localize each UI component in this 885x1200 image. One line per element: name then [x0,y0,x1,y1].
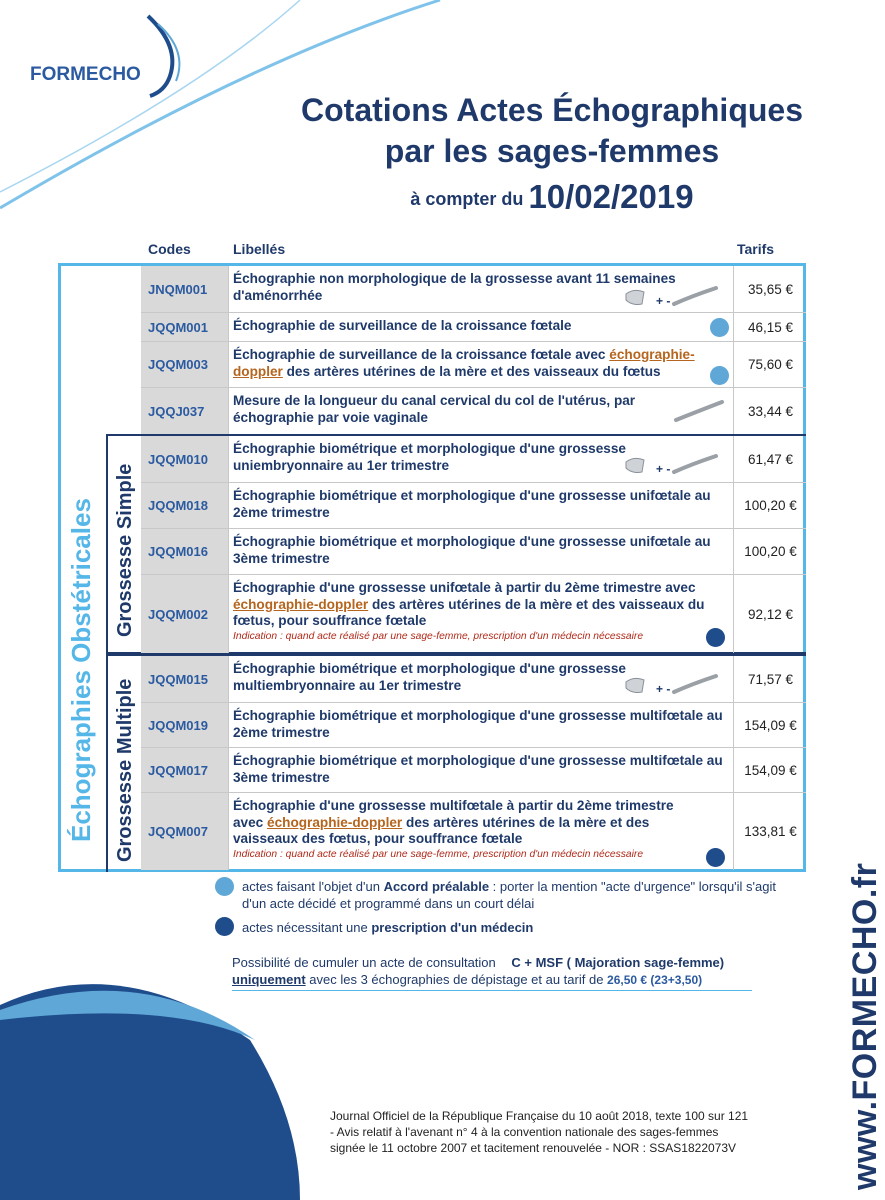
section-label-simple: Grossesse Simple [114,463,136,637]
cumul-line1 [232,954,792,971]
act-tarif: 75,60 € [733,342,807,387]
act-code: JQQM002 [141,575,228,653]
act-label [228,575,733,653]
section-label-multiple: Grossesse Multiple [114,678,136,862]
act-code: JQQM016 [141,529,228,574]
legend-accord-prealable [242,878,782,912]
page-title-line2: par les sages-femmes [384,133,720,169]
column-header-tarifs: Tarifs [737,241,775,257]
footer-line: signée le 11 octobre 2007 et tacitement renouvelée - NOR : SSAS1822073V [330,1141,737,1155]
page-date-line [232,178,872,216]
act-tarif: 33,44 € [733,388,807,434]
act-label: Échographie biométrique et morphologique d'une grossesse unifœtale au 2ème trimestre [228,483,733,528]
column-header-codes: Codes [148,241,191,257]
act-tarif: 46,15 € [733,313,807,341]
act-code: JQQM010 [141,436,228,482]
accord-prealable-dot [710,366,729,385]
act-label: Échographie biométrique et morphologique d'une grossesse multifœtale au 2ème trimestre [228,703,733,747]
table-row [141,529,806,574]
table-row [141,483,806,528]
table-row [141,342,806,387]
act-label: Échographie biométrique et morphologique d'une grossesse unifœtale au 3ème trimestre [228,529,733,574]
vaginal-probe-icon [672,398,726,424]
legal-reference [330,1108,790,1156]
label-text: Échographie d'une grossesse unifœtale à partir du 2ème trimestre avec [233,580,696,595]
act-code: JQQM015 [141,656,228,702]
logo-swoosh-icon [140,16,210,96]
cumul-unique: uniquement [232,972,306,987]
act-code: JQQM003 [141,342,228,387]
date-prefix: à compter du [410,189,524,209]
act-code: JQQM019 [141,703,228,747]
section-label-obstetric: Échographies Obstétricales [66,498,96,842]
prescription-dot [706,848,725,867]
act-tarif: 133,81 € [733,793,807,870]
probe-plus-minus-icon [622,672,722,698]
label-text: des artères utérines de la mère et des vaisseaux du fœtus, pour souffrance fœtale [233,596,705,628]
legend-text: actes faisant l'objet d'un [242,879,384,894]
act-label: Mesure de la longueur du canal cervical du col de l'utérus, par échographie par voie vaginale [228,388,733,434]
probe-sign: + - [656,294,671,308]
act-code: JQQJ037 [141,388,228,434]
probe-sign: + - [656,682,671,696]
act-label [228,342,733,387]
act-tarif: 61,47 € [733,436,807,482]
cumul-underline [232,990,752,991]
legend-prescription [242,919,782,936]
logo-text: FORMECHO [30,64,141,85]
doppler-highlight: échographie-doppler [267,814,403,830]
act-label: Échographie biométrique et morphologique d'une grossesse multiembryonnaire au 1er trimestre [228,656,733,702]
indication-note: Indication : quand acte réalisé par une sage-femme, prescription d'un médecin nécessaire [233,848,644,860]
website-url[interactable]: www.FORMECHO.fr [846,862,884,1190]
probe-plus-minus-icon [622,452,722,478]
act-code: JQQM018 [141,483,228,528]
act-tarif: 35,65 € [733,266,807,312]
indication-note: Indication : quand acte réalisé par une sage-femme, prescription d'un médecin nécessaire [233,630,644,642]
act-code: JQQM001 [141,313,228,341]
act-tarif: 100,20 € [733,483,807,528]
act-code: JNQM001 [141,266,228,312]
label-text: des artères utérines de la mère et des vaisseaux des fœtus, pour souffrance fœtale [233,814,650,846]
act-code: JQQM017 [141,748,228,792]
act-tarif: 100,20 € [733,529,807,574]
legend-light-dot [215,877,234,896]
footer-line: Journal Officiel de la République Française du 10 août 2018, texte 100 sur 121 [330,1109,749,1123]
cumul-text: avec les 3 échographies de dépistage et au tarif de [305,972,608,987]
doppler-highlight: échographie-doppler [233,347,695,379]
act-label: Échographie de surveillance de la croissance fœtale [228,313,733,341]
act-tarif: 92,12 € [733,575,807,653]
act-label: Échographie biométrique et morphologique d'une grossesse uniembryonnaire au 1er trimestre [228,436,733,482]
table-row [141,748,806,792]
label-text: Échographie d'une grossesse multifœtale à partir du 2ème trimestre avec [233,798,674,830]
legend-bold: Accord préalable [383,879,490,894]
probe-plus-minus-icon [622,284,722,310]
act-tarif: 154,09 € [733,703,807,747]
legend-dark-dot [215,917,234,936]
cumul-text: Possibilité de cumuler un acte de consultation [232,955,496,970]
act-label [228,793,733,870]
doppler-highlight: échographie-doppler [233,596,369,612]
cumul-line2 [232,971,812,989]
column-header-libelles: Libellés [233,241,286,257]
legend-text: actes nécessitant une [242,920,372,935]
legend-text: : porter la mention "acte d'urgence" lorsqu'il s'agit d'un acte décidé et programmé dans un court délai [242,879,776,911]
effective-date: 10/02/2019 [528,178,694,215]
page-title-line1: Cotations Actes Échographiques [301,92,803,128]
prescription-dot [706,628,725,647]
table-row [141,703,806,747]
accord-prealable-dot [710,318,729,337]
cumul-price: 26,50 € (23+3,50) [607,973,703,987]
act-code: JQQM007 [141,793,228,870]
act-tarif: 154,09 € [733,748,807,792]
table-row [141,313,806,341]
act-label: Échographie non morphologique de la grossesse avant 11 semaines d'aménorrhée [228,266,733,312]
act-label: Échographie biométrique et morphologique d'une grossesse multifœtale au 3ème trimestre [228,748,733,792]
cumul-formula: C + MSF ( Majoration sage-femme) [511,955,725,970]
act-tarif: 71,57 € [733,656,807,702]
brand-logo [30,16,190,96]
probe-sign: + - [656,462,671,476]
footer-line: - Avis relatif à l'avenant n° 4 à la convention nationale des sages-femmes [330,1125,719,1139]
label-text: Échographie de surveillance de la croissance fœtale avec [233,347,610,362]
label-text: des artères utérines de la mère et des vaisseaux du fœtus [282,363,661,379]
legend-bold: prescription d'un médecin [371,920,534,935]
